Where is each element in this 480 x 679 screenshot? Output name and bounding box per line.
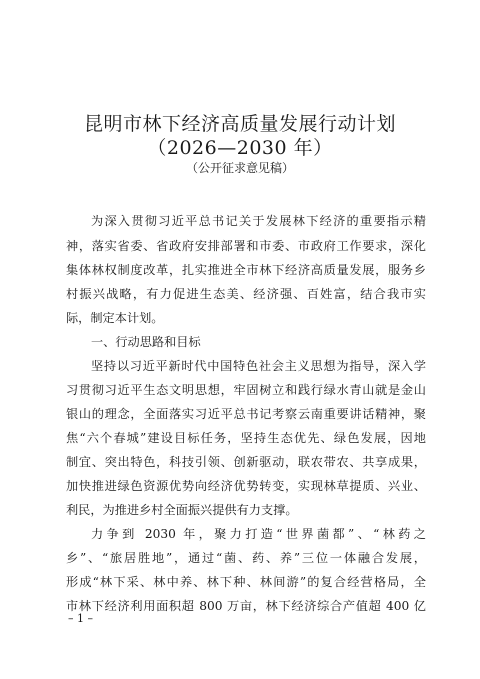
section-heading: 一、行动思路和目标	[91, 335, 201, 349]
paragraph-line: 坚持以习近平新时代中国特色社会主义思想为指导，深入学	[91, 359, 426, 373]
page-number: – 1 –	[68, 612, 93, 625]
paragraph-line: 力争到 2030 年，聚力打造“世界菌都”、“林药之	[91, 527, 426, 541]
paragraph-line: 村振兴战略，有力促进生态美、经济强、百姓富，结合我市实	[66, 287, 426, 301]
paragraph-line: 利民，为推进乡村全面振兴提供有力支撑。	[66, 503, 298, 517]
paragraph-line: 集体林权制度改革，扎实推进全市林下经济高质量发展，服务乡	[66, 263, 426, 277]
paragraph-line: 形成“林下采、林中养、林下种、林间游”的复合经营格局，全	[66, 575, 426, 589]
paragraph-line: 市林下经济利用面积超 800 万亩，林下经济综合产值超 400 亿	[66, 599, 426, 613]
paragraph-line: 制宜、突出特色，科技引领、创新驱动，联农带农、共享成果，	[66, 455, 426, 469]
paragraph-line: 际，制定本计划。	[66, 311, 164, 325]
document-subtitle: （公开征求意见稿）	[185, 161, 294, 175]
paragraph-line: 乡”、“旅居胜地”，通过“菌、药、养”三位一体融合发展，	[66, 551, 426, 565]
document-title-years: （2026—2030 年）	[147, 137, 333, 159]
paragraph-line: 银山的理念，全面落实习近平总书记考察云南重要讲话精神，聚	[66, 407, 426, 421]
paragraph-line: 为深入贯彻习近平总书记关于发展林下经济的重要指示精	[91, 214, 426, 228]
document-title: 昆明市林下经济高质量发展行动计划	[83, 113, 396, 135]
paragraph-line: 加快推进绿色资源优势向经济优势转变，实现林草提质、兴业、	[66, 479, 426, 493]
paragraph-line: 焦“六个春城”建设目标任务，坚持生态优先、绿色发展，因地	[66, 431, 426, 445]
paragraph-line: 神，落实省委、省政府安排部署和市委、市政府工作要求，深化	[66, 239, 426, 253]
paragraph-line: 习贯彻习近平生态文明思想，牢固树立和践行绿水青山就是金山	[66, 383, 426, 397]
